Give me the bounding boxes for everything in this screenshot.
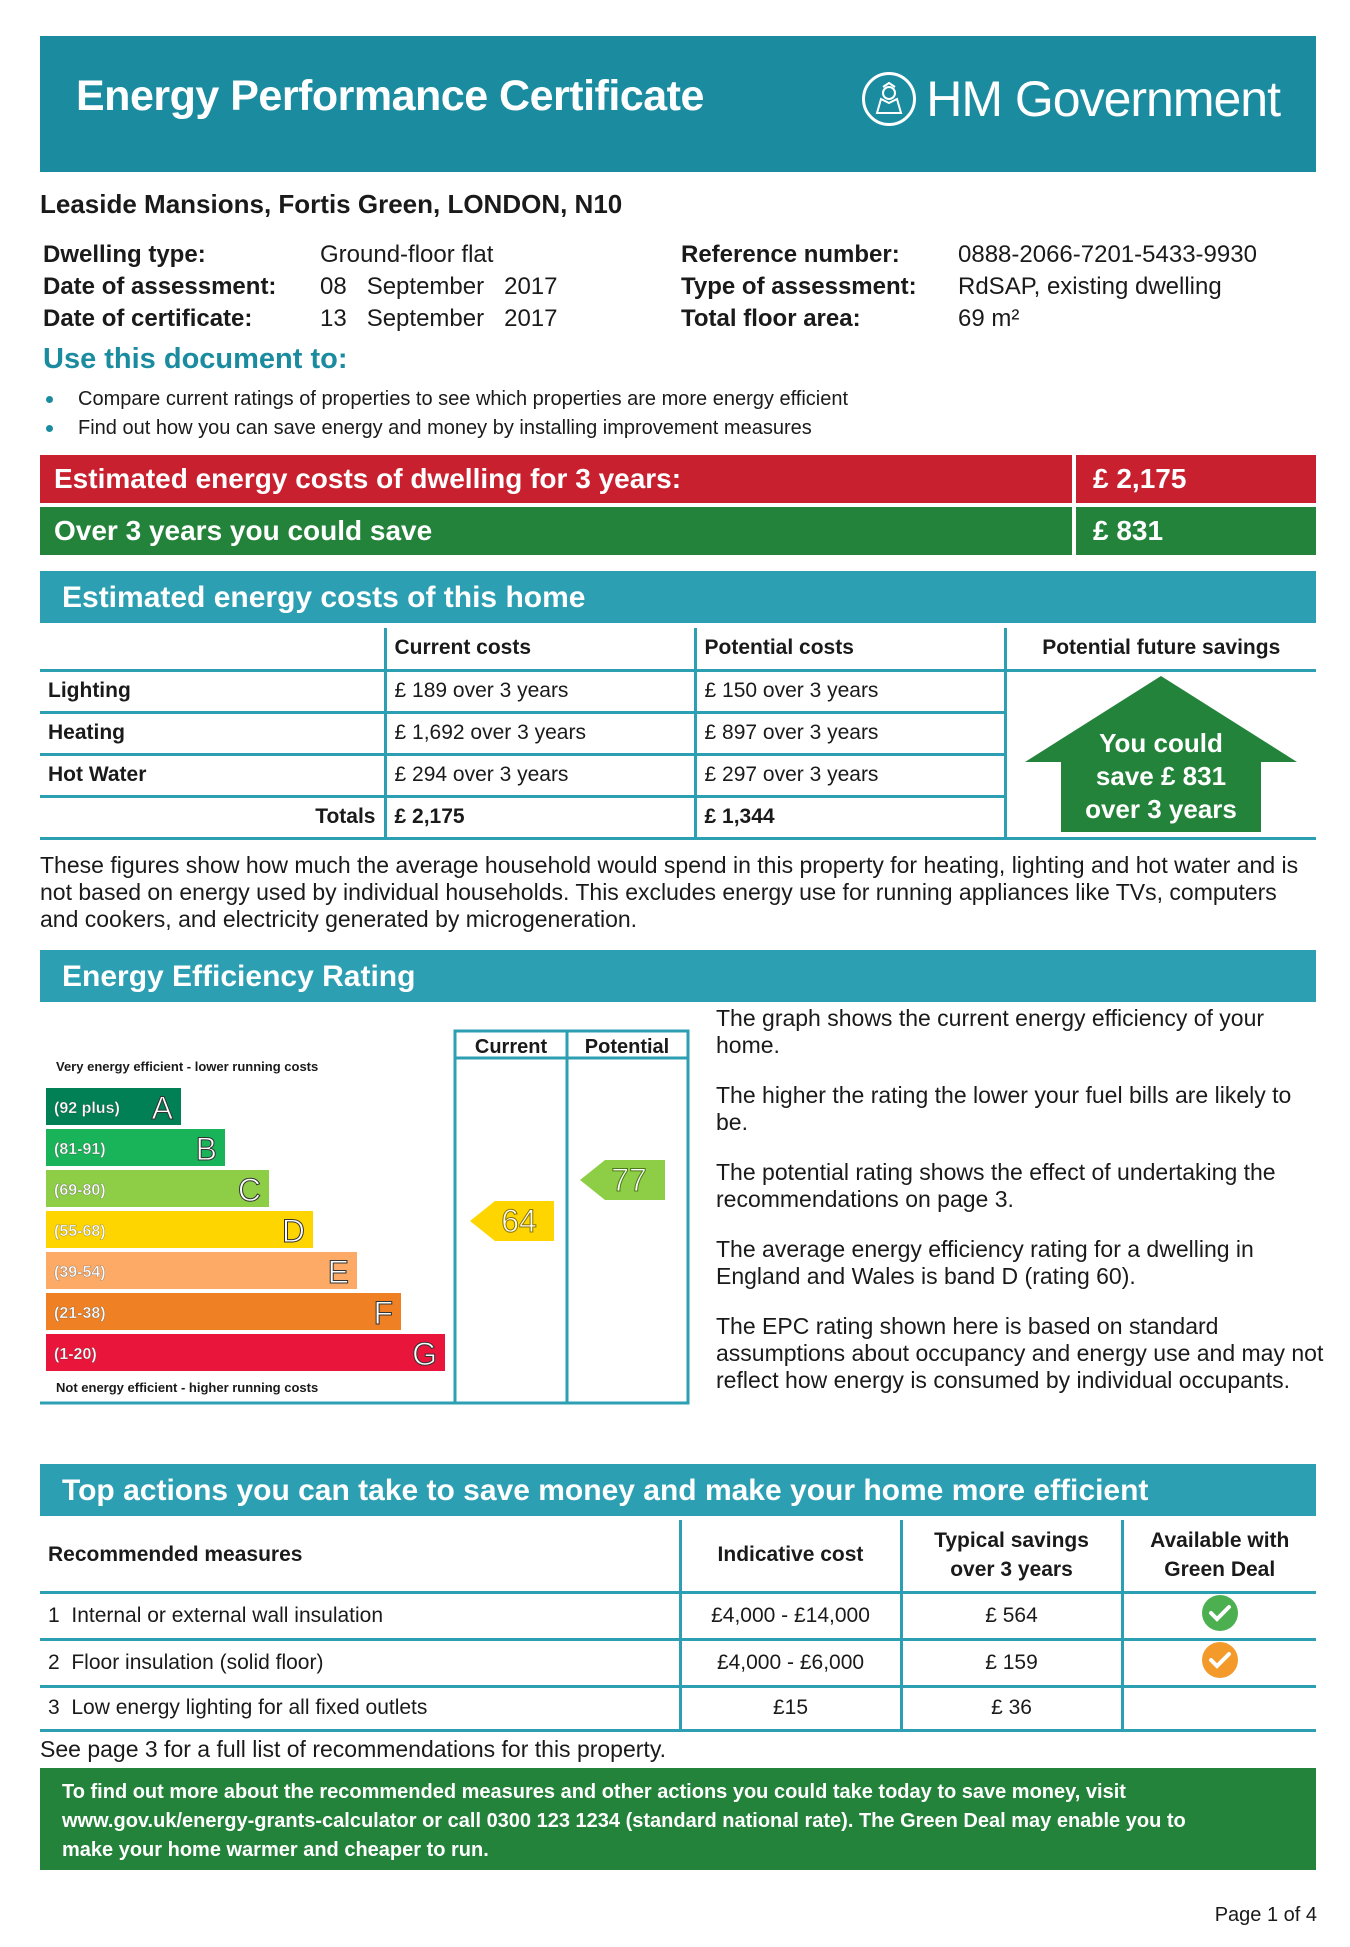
rating-band-range: (81-91) (54, 1141, 106, 1158)
assessment-type-value: RdSAP, existing dwelling (958, 273, 1222, 300)
rating-band-range: (69-80) (54, 1182, 106, 1199)
date-certificate-label: Date of certificate: (43, 305, 253, 332)
band-divider (1072, 455, 1076, 503)
rating-paragraph: The EPC rating shown here is based on standard assumptions about occupancy and energy use and may not reflect how energy is consumed by individual occupants. (716, 1313, 1324, 1393)
savings-line-1: You could (1099, 728, 1224, 758)
page-number: Page 1 of 4 (1214, 1904, 1317, 1926)
measures-header: Recommended measures (48, 1543, 303, 1567)
royal-crest-icon (862, 72, 916, 126)
potential-rating-value: 77 (611, 1162, 647, 1198)
rating-band-range: (55-68) (54, 1223, 106, 1240)
check-green-icon (1201, 1594, 1239, 1632)
rating-explanation (716, 1005, 1326, 1417)
indicative-cost-cell: £15 (680, 1686, 901, 1730)
footer-line-3: make your home warmer and cheaper to run. (62, 1839, 489, 1861)
rating-band-letter: A (151, 1090, 173, 1126)
cost-row-label: Heating (48, 721, 126, 744)
rating-band-letter: F (373, 1295, 393, 1331)
measure-cell: 3 Low energy lighting for all fixed outlets (48, 1696, 428, 1719)
property-address: Leaside Mansions, Fortis Green, LONDON, N10 (40, 189, 623, 219)
rating-paragraph: The higher the rating the lower your fuel bills are likely to be. (716, 1082, 1292, 1135)
potential-column-header: Potential (584, 1036, 670, 1058)
costs-header-row (40, 628, 1316, 670)
bullet-item: Compare current ratings of properties to see which properties are more energy efficient (43, 385, 848, 414)
totals-potential: £ 1,344 (695, 796, 1005, 838)
current-cost-cell: £ 189 over 3 years (385, 670, 695, 712)
typical-saving-cell: £ 36 (901, 1686, 1122, 1730)
footer-line-2: www.gov.uk/energy-grants-calculator or call 0300 123 1234 (standard national rate). The Green Deal may enable you to (62, 1810, 1186, 1832)
table-row (40, 670, 1316, 712)
savings-line-3: over 3 years (1085, 794, 1238, 824)
table-row (40, 1686, 1316, 1730)
estimated-cost-band (40, 455, 1316, 503)
typical-saving-cell: £ 564 (901, 1592, 1122, 1639)
estimated-cost-label: Estimated energy costs of dwelling for 3 years: (54, 463, 682, 494)
footer-line-1: To find out more about the recommended measures and other actions you could take today to save money, visit (62, 1781, 1126, 1803)
rating-band-range: (39-54) (54, 1264, 106, 1281)
date-assessment-label: Date of assessment: (43, 273, 277, 300)
rating-section-title: Energy Efficiency Rating (40, 950, 1316, 1002)
rating-band-g (46, 1334, 445, 1371)
actions-section-title: Top actions you can take to save money and make your home more efficient (40, 1464, 1316, 1516)
use-document-title: Use this document to: (43, 343, 348, 375)
green-deal-cell (1122, 1592, 1316, 1639)
rating-band-range: (1-20) (54, 1346, 97, 1363)
reference-label: Reference number: (681, 241, 900, 268)
could-save-label: Over 3 years you could save (54, 515, 433, 546)
assessment-type-label: Type of assessment: (681, 273, 917, 300)
potential-cost-cell: £ 897 over 3 years (695, 712, 1005, 754)
rating-bands (46, 1088, 445, 1372)
measure-cell: 1 Internal or external wall insulation (48, 1603, 384, 1627)
rating-band-letter: G (412, 1336, 437, 1372)
green-deal-header: Available with Green Deal (1122, 1520, 1316, 1592)
potential-cost-cell: £ 297 over 3 years (695, 754, 1005, 796)
typical-saving-cell: £ 159 (901, 1639, 1122, 1686)
floor-area-label: Total floor area: (681, 305, 861, 332)
future-savings-header: Potential future savings (1005, 628, 1316, 670)
costs-table (40, 628, 1316, 840)
date-assessment-value: 08 September 2017 (320, 273, 558, 300)
savings-line-2: save £ 831 (1096, 761, 1227, 791)
use-document-bullets (43, 385, 848, 443)
savings-header: Typical savings over 3 years (901, 1520, 1122, 1592)
footer-info-box (40, 1768, 1316, 1870)
measure-cell: 2 Floor insulation (solid floor) (48, 1650, 324, 1674)
date-certificate-value: 13 September 2017 (320, 305, 558, 332)
rating-band-letter: D (281, 1213, 305, 1249)
rating-band-range: (21-38) (54, 1305, 106, 1322)
dwelling-type-label: Dwelling type: (43, 241, 206, 268)
reference-value: 0888-2066-7201-5433-9930 (958, 241, 1257, 268)
could-save-band (40, 507, 1316, 555)
costs-header-blank (40, 628, 385, 670)
see-page-note: See page 3 for a full list of recommendations for this property. (40, 1736, 666, 1762)
top-efficiency-note: Very energy efficient - lower running costs (56, 1059, 319, 1074)
rating-band-letter: E (327, 1254, 349, 1290)
actions-header-row (40, 1520, 1316, 1592)
hm-government-text: HM Government (926, 71, 1280, 127)
rating-paragraph: The average energy efficiency rating for a dwelling in England and Wales is band D (rating 60). (716, 1236, 1254, 1289)
bullet-item: Find out how you can save energy and money by installing improvement measures (43, 414, 848, 443)
cost-header: Indicative cost (680, 1520, 901, 1592)
rating-paragraph: The graph shows the current energy efficiency of your home. (716, 1005, 1265, 1058)
savings-house-icon (1021, 674, 1301, 834)
costs-explanation: These figures show how much the average household would spend in this property for heating, lighting and hot water and is not based on energy used by individual households. This excludes energy use for running appliances like TVs, computers and cookers, and electricity generated by microgeneration. (40, 852, 1299, 932)
rating-band-letter: B (195, 1131, 217, 1167)
green-deal-cell (1122, 1639, 1316, 1686)
indicative-cost-cell: £4,000 - £14,000 (680, 1592, 901, 1639)
page-title: Energy Performance Certificate (76, 72, 704, 120)
cost-row-label: Lighting (48, 679, 131, 702)
bottom-efficiency-note: Not energy efficient - higher running costs (56, 1380, 319, 1395)
rating-band-letter: C (237, 1172, 261, 1208)
check-orange-icon (1201, 1641, 1239, 1679)
energy-rating-chart (40, 1027, 690, 1405)
hm-government-logo (862, 70, 1280, 128)
header-banner (40, 36, 1316, 172)
totals-current: £ 2,175 (385, 796, 695, 838)
band-divider (1072, 507, 1076, 555)
rating-paragraph: The potential rating shows the effect of undertaking the recommendations on page 3. (716, 1159, 1276, 1212)
dwelling-type-value: Ground-floor flat (320, 241, 494, 268)
current-column-header: Current (474, 1036, 548, 1058)
current-cost-cell: £ 1,692 over 3 years (385, 712, 695, 754)
savings-house-cell (1005, 670, 1316, 838)
costs-section-title: Estimated energy costs of this home (40, 571, 1316, 623)
totals-label: Totals (315, 805, 376, 828)
potential-cost-cell: £ 150 over 3 years (695, 670, 1005, 712)
current-rating-value: 64 (501, 1203, 537, 1239)
table-row (40, 1639, 1316, 1686)
actions-table (40, 1520, 1316, 1732)
current-costs-header: Current costs (385, 628, 695, 670)
current-cost-cell: £ 294 over 3 years (385, 754, 695, 796)
estimated-cost-value: £ 2,175 (1093, 463, 1187, 494)
floor-area-value: 69 m² (958, 305, 1020, 332)
cost-row-label: Hot Water (48, 763, 147, 786)
potential-costs-header: Potential costs (695, 628, 1005, 670)
rating-band-range: (92 plus) (54, 1100, 120, 1117)
table-row (40, 1592, 1316, 1639)
green-deal-cell (1122, 1686, 1316, 1730)
could-save-value: £ 831 (1093, 515, 1164, 546)
indicative-cost-cell: £4,000 - £6,000 (680, 1639, 901, 1686)
